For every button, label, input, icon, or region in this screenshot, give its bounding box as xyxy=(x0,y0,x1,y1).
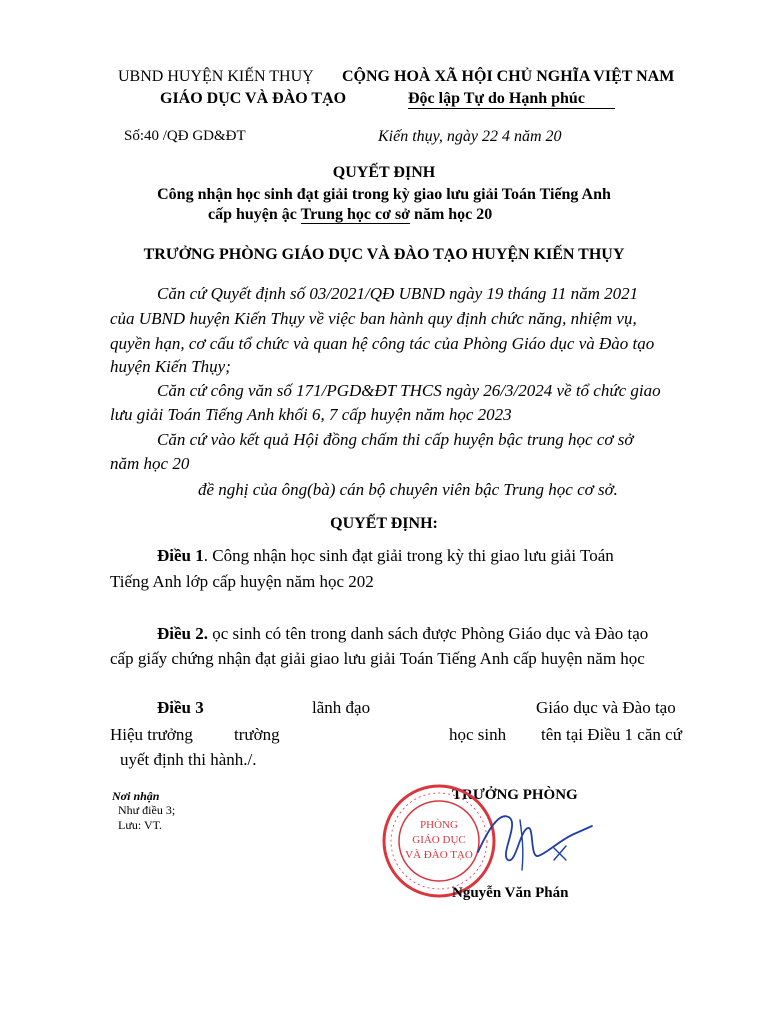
document-number: Số:40 /QĐ GD&ĐT xyxy=(124,128,246,144)
basis-line-2: của UBND huyện Kiến Thụy về việc ban hành quy định chức năng, nhiệm vụ, xyxy=(110,309,637,328)
place-and-date: Kiến thụy, ngày 22 4 năm 20 xyxy=(378,128,562,145)
article-2-text: ọc sinh có tên trong danh sách được Phòng Giáo dục và Đào tạo xyxy=(208,624,649,643)
article-3-label: Điều 3 xyxy=(157,698,204,717)
article-1-line-2: Tiếng Anh lớp cấp huyện năm học 202 xyxy=(110,572,374,591)
basis-line-1: Căn cứ Quyết định số 03/2021/QĐ UBND ngày 19 tháng 11 năm 2021 xyxy=(157,284,639,303)
document-subject-line-1: Công nhận học sinh đạt giải trong kỳ giao lưu giải Toán Tiếng Anh xyxy=(157,186,611,203)
article-3-text-students: học sinh xyxy=(449,725,507,744)
recipients-title: Nơi nhận xyxy=(112,789,160,803)
nation-motto: Độc lập Tự do Hạnh phúc xyxy=(408,90,615,109)
article-3-text-department: Giáo dục và Đào tạo xyxy=(536,698,676,717)
signer-title: TRƯỞNG PHÒNG xyxy=(452,787,578,803)
article-1-label: Điều 1 xyxy=(157,546,204,565)
issuing-authority: TRƯỞNG PHÒNG GIÁO DỤC VÀ ĐÀO TẠO HUYỆN KIẾN THỤY xyxy=(143,246,625,263)
recipient-item: Lưu: VT. xyxy=(118,818,163,832)
article-3-text-school: trường xyxy=(234,725,280,744)
basis-line-3: quyền hạn, cơ cấu tổ chức và quan hệ công tác của Phòng Giáo dục và Đào tạo xyxy=(110,334,655,353)
nation-title: CỘNG HOÀ XÃ HỘI CHỦ NGHĨA VIỆT NAM xyxy=(342,68,675,85)
decision-heading: QUYẾT ĐỊNH: xyxy=(330,515,438,532)
subject-part-c: năm học 20 xyxy=(410,206,493,223)
document-subject-line-2 xyxy=(208,206,492,224)
article-2-line-1 xyxy=(157,624,648,644)
basis-line-9: đề nghị của ông(bà) cán bộ chuyên viên bậc Trung học cơ sở. xyxy=(198,480,618,499)
article-3-text-leader: lãnh đạo xyxy=(312,698,371,717)
basis-line-4: huyện Kiến Thụy; xyxy=(110,357,231,376)
article-1-text: . Công nhận học sinh đạt giải trong kỳ thi giao lưu giải Toán xyxy=(203,546,614,565)
article-3-text-principal: Hiệu trưởng xyxy=(110,725,193,744)
basis-line-6: lưu giải Toán Tiếng Anh khối 6, 7 cấp huyện năm học 2023 xyxy=(110,405,512,424)
basis-line-5: Căn cứ công văn số 171/PGD&ĐT THCS ngày 26/3/2024 về tổ chức giao xyxy=(157,381,661,400)
signature-scribble-icon xyxy=(470,800,600,880)
article-3-text-names: tên tại Điều 1 căn cứ xyxy=(541,725,682,744)
article-2-line-2: cấp giấy chứng nhận đạt giải giao lưu giải Toán Tiếng Anh cấp huyện năm học xyxy=(110,649,645,668)
basis-line-8: năm học 20 xyxy=(110,454,190,473)
subject-part-a: cấp huyện ậc xyxy=(208,206,301,223)
issuer-line-2: GIÁO DỤC VÀ ĐÀO TẠO xyxy=(160,90,347,107)
seal-text-3: VÀ ĐÀO TẠO xyxy=(405,849,473,861)
article-2-label: Điều 2. xyxy=(157,624,208,643)
recipient-item: Như điều 3; xyxy=(118,803,176,817)
basis-line-7: Căn cứ vào kết quả Hội đồng chấm thi cấp huyện bậc trung học cơ sở xyxy=(157,430,634,449)
signer-name: Nguyễn Văn Phán xyxy=(452,885,569,901)
document-title: QUYẾT ĐỊNH xyxy=(332,164,436,181)
seal-text-1: PHÒNG xyxy=(420,819,458,831)
seal-text-2: GIÁO DỤC xyxy=(412,834,466,846)
subject-part-b: Trung học cơ sở xyxy=(300,206,411,223)
article-3-line-3: uyết định thi hành./. xyxy=(120,750,257,769)
article-1-line-1 xyxy=(157,546,614,566)
issuer-line-1: UBND HUYỆN KIẾN THUỴ xyxy=(118,68,314,85)
